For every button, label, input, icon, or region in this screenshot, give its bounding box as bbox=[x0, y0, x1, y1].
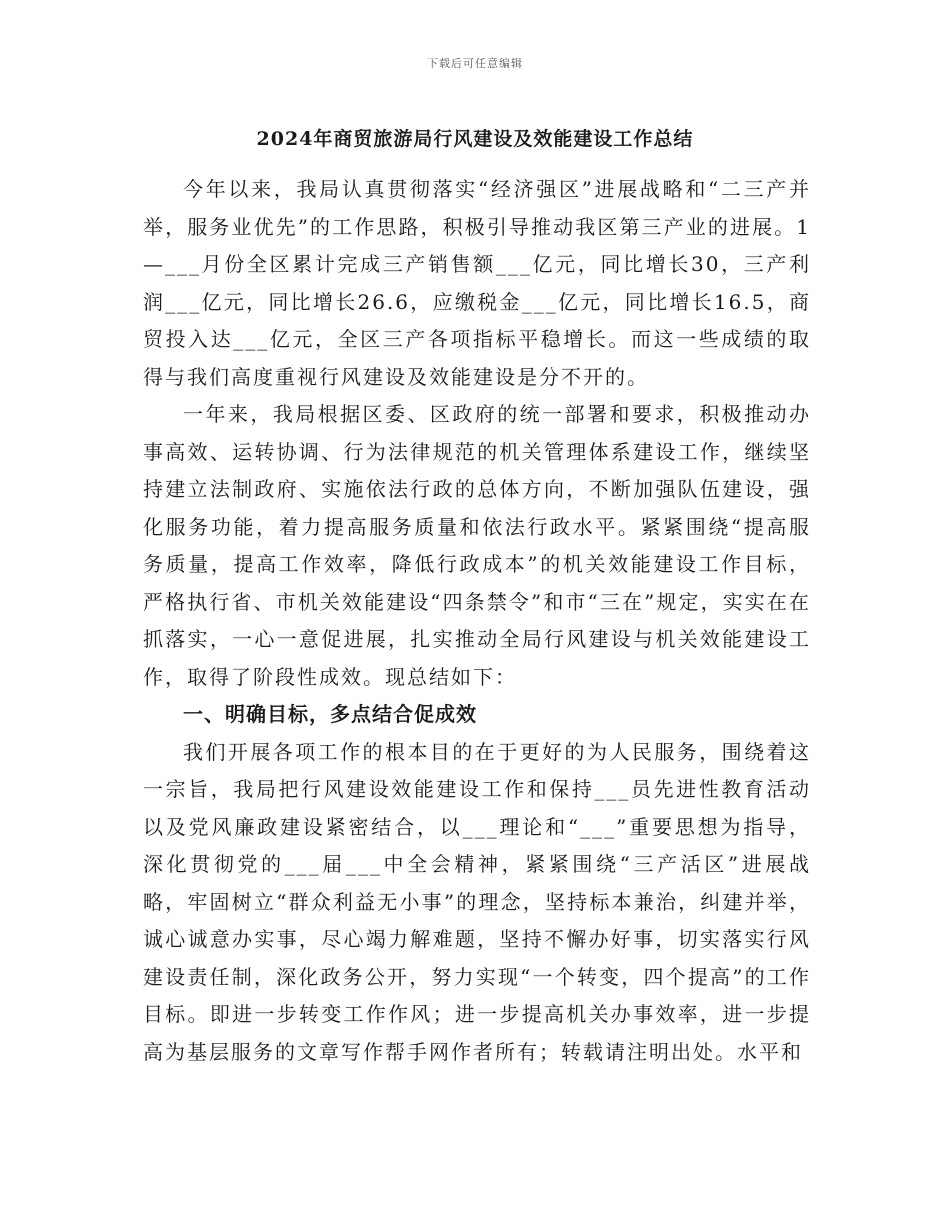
document-title: 2024年商贸旅游局行风建设及效能建设工作总结 bbox=[256, 128, 694, 150]
section-paragraph: 我们开展各项工作的根本目的在于更好的为人民服务，围绕着这一宗旨，我局把行风建设效能建设工作和保持___员先进性教育活动以及党风廉政建设紧密结合，以___理论和“___”重要思想为指导，深化贯彻党的___届___中全会精神，紧紧围绕“三产活区”进展战略，牢固树立“群众利益无小事”的理念，坚持标本兼治，纠建并举，诚心诚意办实事，尽心竭力解难题，坚持不懈办好事，切实落实行风建设责任制，深化政务公开，努力实现“一个转变，四个提高”的工作目标。即进一步转变工作作风；进一步提高机关办事效率，进一步提高为基层服务的文章写作帮手网作者所有；转载请注明出处。水平和 bbox=[143, 739, 811, 1064]
section-heading: 一、明确目标，多点结合促成效 bbox=[183, 702, 477, 726]
summary-paragraph: 一年来，我局根据区委、区政府的统一部署和要求，积极推动办事高效、运转协调、行为法律规范的机关管理体系建设工作，继续坚持建立法制政府、实施依法行政的总体方向，不断加强队伍建设，强化服务功能，着力提高服务质量和依法行政水平。紧紧围绕“提高服务质量，提高工作效率，降低行政成本”的机关效能建设工作目标，严格执行省、市机关效能建设“四条禁令”和市“三在”规定，实实在在抓落实，一心一意促进展，扎实推动全局行风建设与机关效能建设工作，取得了阶段性成效。现总结如下： bbox=[143, 402, 811, 689]
intro-paragraph: 今年以来，我局认真贯彻落实“经济强区”进展战略和“二三产并举，服务业优先”的工作思路，积极引导推动我区第三产业的进展。1—___月份全区累计完成三产销售额___亿元，同比增长30，三产利润___亿元，同比增长26.6，应缴税金___亿元，同比增长16.5，商贸投入达___亿元，全区三产各项指标平稳增长。而这一些成绩的取得与我们高度重视行风建设及效能建设是分不开的。 bbox=[143, 177, 811, 389]
header-note: 下载后可任意编辑 bbox=[427, 57, 523, 70]
document-body bbox=[143, 171, 811, 1071]
